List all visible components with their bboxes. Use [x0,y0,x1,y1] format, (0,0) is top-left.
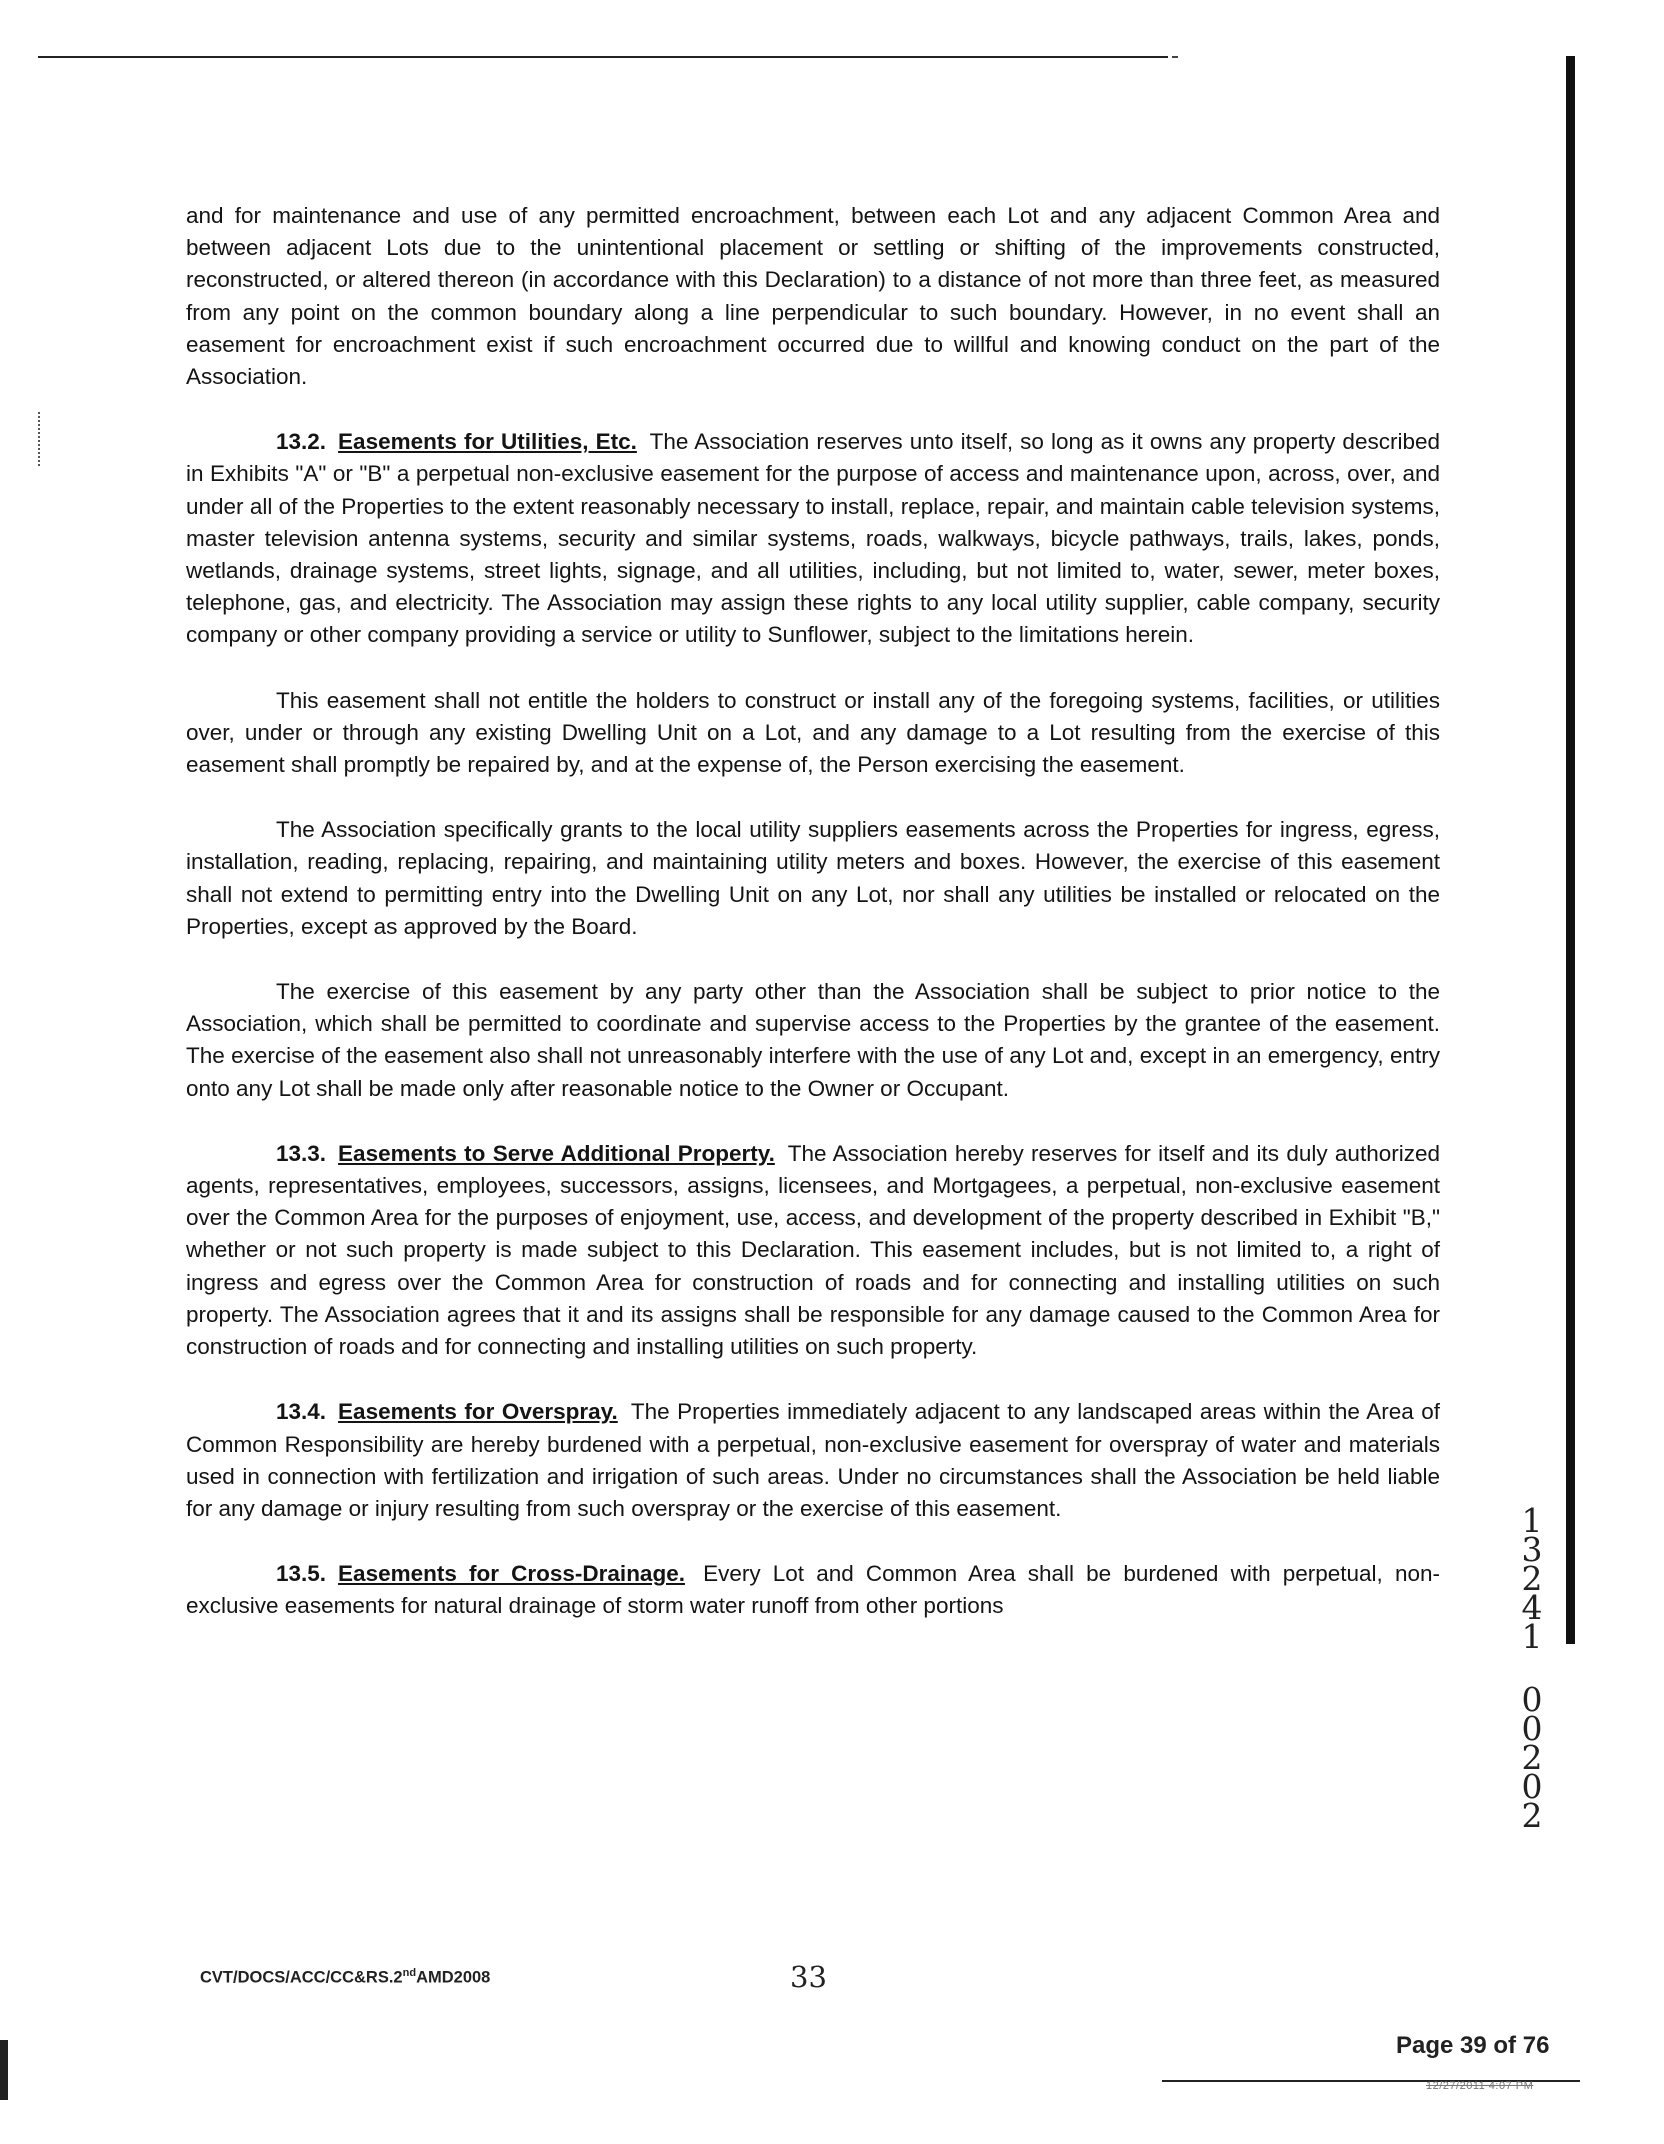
section-title: Easements for Overspray. [338,1399,618,1425]
scan-corner-bar [0,2040,8,2100]
recording-number-stamp [1512,1501,1552,1835]
document-body [186,200,1440,1656]
scan-margin-marks [38,412,42,466]
print-timestamp: 12/27/2011 4:07 PM [1426,2080,1534,2092]
section-number: 13.5. [276,1561,327,1587]
stamp-digit: 1 [1521,1617,1543,1656]
section-text: The Properties immediately adjacent to any landscaped areas within the Area of Common Responsibility are hereby burdened with a perpetual, non-exclusive easement for overspray of water and materials used in connection with fertilization and irrigation of such areas. Under no circumstances shall the Association be held liable for any damage or injury resulting from such overspray or the exercise of this easement. [186,1399,1440,1521]
section-13-5 [186,1558,1440,1622]
section-number: 13.3. [276,1140,327,1166]
stamp-digit: 4 [1521,1588,1543,1627]
stamp-digit: 0 [1521,1680,1543,1719]
stamp-digit: 2 [1521,1738,1543,1777]
paragraph-continuation: and for maintenance and use of any permitted encroachment, between each Lot and any adjacent Common Area and between adjacent Lots due to the unintentional placement or settling or shifting of the improvements constructed, reconstructed, or altered thereon (in accordance with this Declaration) to a distance of not more than three feet, as measured from any point on the common boundary along a line perpendicular to such boundary. However, in no event shall an easement for encroachment exist if such encroachment occurred due to willful and knowing conduct on the part of the Association. [186,203,1440,390]
page-number: 33 [790,1960,827,1994]
section-text: Every Lot and Common Area shall be burdened with perpetual, non-exclusive easements for natural drainage of storm water runoff from other portions [186,1561,1440,1619]
stamp-digit: 0 [1521,1709,1543,1748]
section-title: Easements for Cross-Drainage. [338,1561,685,1587]
section-title: Easements for Utilities, Etc. [338,429,637,455]
section-13-4 [186,1396,1440,1525]
stamp-digit: 0 [1521,1767,1543,1806]
section-title: Easements to Serve Additional Property. [338,1140,775,1166]
scan-edge-bar [1566,56,1575,1644]
paragraph-notice: The exercise of this easement by any party other than the Association shall be subject to prior notice to the Association, which shall be permitted to coordinate and supervise access to the Properties by the grantee of the easement. The exercise of the easement also shall not unreasonably interfere with the use of any Lot and, except in an emergency, entry onto any Lot shall be made only after reasonable notice to the Owner or Occupant. [186,979,1440,1101]
section-number: 13.2. [276,429,327,455]
paragraph-easement-limits: This easement shall not entitle the holders to construct or install any of the foregoing systems, facilities, or utilities over, under or through any existing Dwelling Unit on a Lot, and any damage to a Lot resulting from the exercise of this easement shall promptly be repaired by, and at the expense of, the Person exercising the easement. [186,687,1440,778]
paragraph-utility-grants: The Association specifically grants to the local utility suppliers easements across the Properties for ingress, egress, installation, reading, replacing, repairing, and maintaining utility meters and boxes. However, the exercise of this easement shall not extend to permitting entry into the Dwelling Unit on any Lot, nor shall any utilities be installed or relocated on the Properties, except as approved by the Board. [186,817,1440,939]
stamp-digit: 1 [1521,1501,1543,1540]
stamp-digit: 2 [1521,1559,1543,1598]
top-rule [38,56,1168,58]
section-text: The Association reserves unto itself, so long as it owns any property described in Exhibits "A" or "B" a perpetual non-exclusive easement for the purpose of access and maintenance upon, across, over, and under all of the Properties to the extent reasonably necessary to install, replace, repair, and maintain cable television systems, master television antenna systems, security and similar systems, roads, walkways, bicycle pathways, trails, lakes, ponds, wetlands, drainage systems, street lights, signage, and all utilities, including, but not limited to, water, sewer, meter boxes, telephone, gas, and electricity. The Association may assign these rights to any local utility supplier, cable company, security company or other company providing a service or utility to Sunflower, subject to the limitations herein. [186,429,1440,648]
section-13-3 [186,1138,1440,1363]
section-text: The Association hereby reserves for itself and its duly authorized agents, representatives, employees, successors, assigns, licensees, and Mortgagees, a perpetual, non-exclusive easement over the Common Area for the purposes of enjoyment, use, access, and development of the property described in Exhibit "B," whether or not such property is made subject to this Declaration. This easement includes, but is not limited to, a right of ingress and egress over the Common Area for construction of roads and for connecting and installing utilities on such property. The Association agrees that it and its assigns shall be responsible for any damage caused to the Common Area for construction of roads and for connecting and installing utilities on such property. [186,1140,1440,1360]
page-of-total: Page 39 of 76 [1396,2032,1550,2059]
section-13-2 [186,426,1440,651]
section-number: 13.4. [276,1399,327,1425]
document-code: CVT/DOCS/ACC/CC&RS.2ndAMD2008 [200,1967,491,1987]
top-rule-tail [1172,56,1178,58]
stamp-digit: 2 [1521,1796,1543,1835]
stamp-digit: 3 [1521,1530,1543,1569]
